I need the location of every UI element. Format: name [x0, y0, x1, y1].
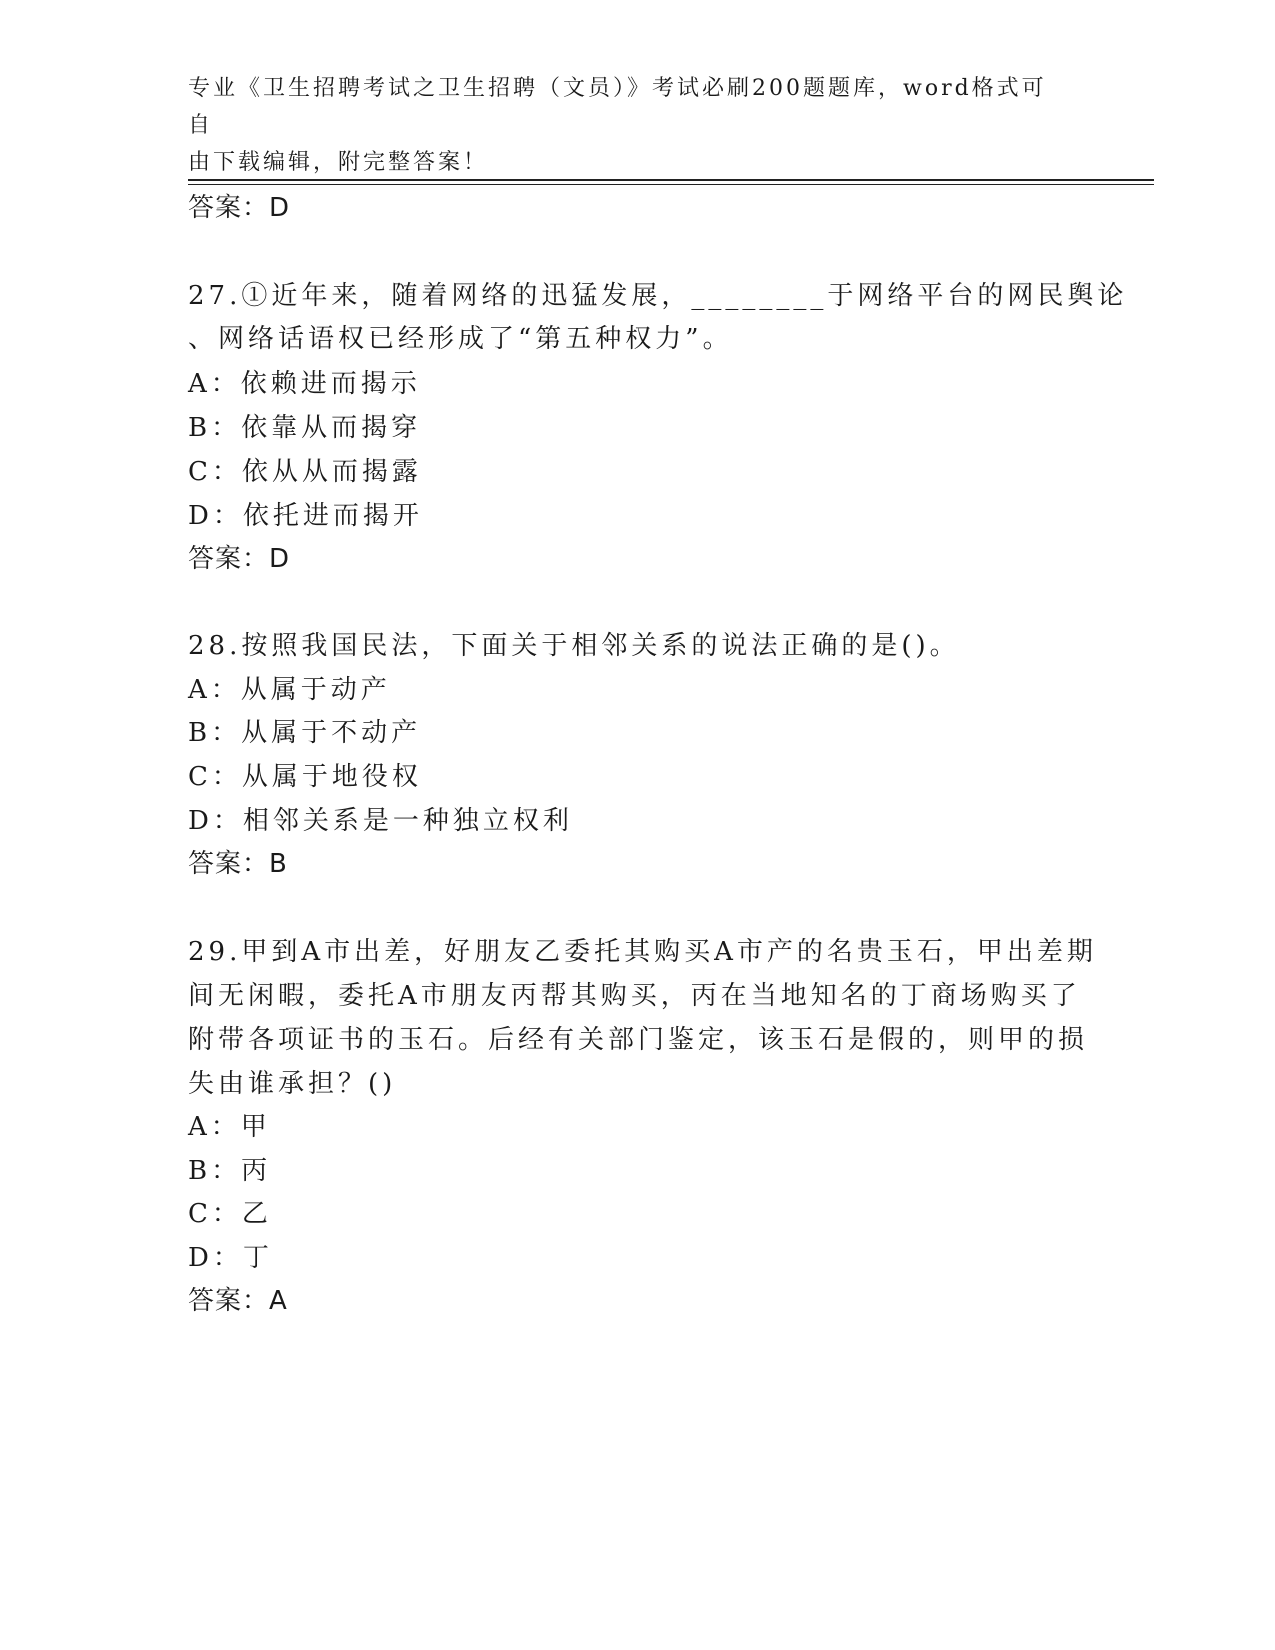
question-29-answer: 答案：A — [188, 1286, 288, 1316]
question-29-stem-line-1: 29.甲到A市出差，好朋友乙委托其购买A市产的名贵玉石，甲出差期 — [188, 937, 1097, 967]
question-29-option-d: D：丁 — [188, 1243, 273, 1273]
question-27-stem-line-1: 27.①近年来，随着网络的迅猛发展，________于网络平台的网民舆论 — [188, 281, 1128, 311]
question-27-option-d: D：依托进而揭开 — [188, 501, 423, 531]
question-28-option-c: C：从属于地役权 — [188, 762, 422, 792]
question-28-answer: 答案：B — [188, 849, 288, 879]
question-27-stem-line-2: 、网络话语权已经形成了“第五种权力”。 — [188, 324, 733, 354]
header-divider-thin — [188, 184, 1154, 185]
question-27-option-b: B：依靠从而揭穿 — [188, 413, 422, 443]
question-27-option-a: A：依赖进而揭示 — [188, 369, 421, 399]
question-29-option-a: A：甲 — [188, 1112, 271, 1142]
header-line-2: 由下载编辑，附完整答案！ — [188, 150, 489, 175]
question-28-stem-line-1: 28.按照我国民法，下面关于相邻关系的说法正确的是()。 — [188, 631, 960, 661]
question-29-stem-line-4: 失由谁承担？() — [188, 1069, 397, 1099]
header-divider-thick — [188, 179, 1154, 181]
question-27-option-c: C：依从从而揭露 — [188, 457, 422, 487]
previous-answer: 答案：D — [188, 193, 291, 223]
question-28-option-a: A：从属于动产 — [188, 675, 391, 705]
question-29-stem-line-2: 间无闲暇，委托A市朋友丙帮其购买，丙在当地知名的丁商场购买了 — [188, 981, 1081, 1011]
question-29-stem-line-3: 附带各项证书的玉石。后经有关部门鉴定，该玉石是假的，则甲的损 — [188, 1025, 1089, 1055]
question-28-option-b: B：从属于不动产 — [188, 718, 422, 748]
document-header — [188, 70, 1068, 181]
question-27-answer: 答案：D — [188, 544, 291, 574]
header-line-1: 专业《卫生招聘考试之卫生招聘（文员）》考试必刷200题题库，word格式可自 — [188, 76, 1047, 138]
question-29-option-b: B：丙 — [188, 1156, 272, 1186]
question-29-option-c: C：乙 — [188, 1199, 272, 1229]
question-28-option-d: D：相邻关系是一种独立权利 — [188, 806, 573, 836]
